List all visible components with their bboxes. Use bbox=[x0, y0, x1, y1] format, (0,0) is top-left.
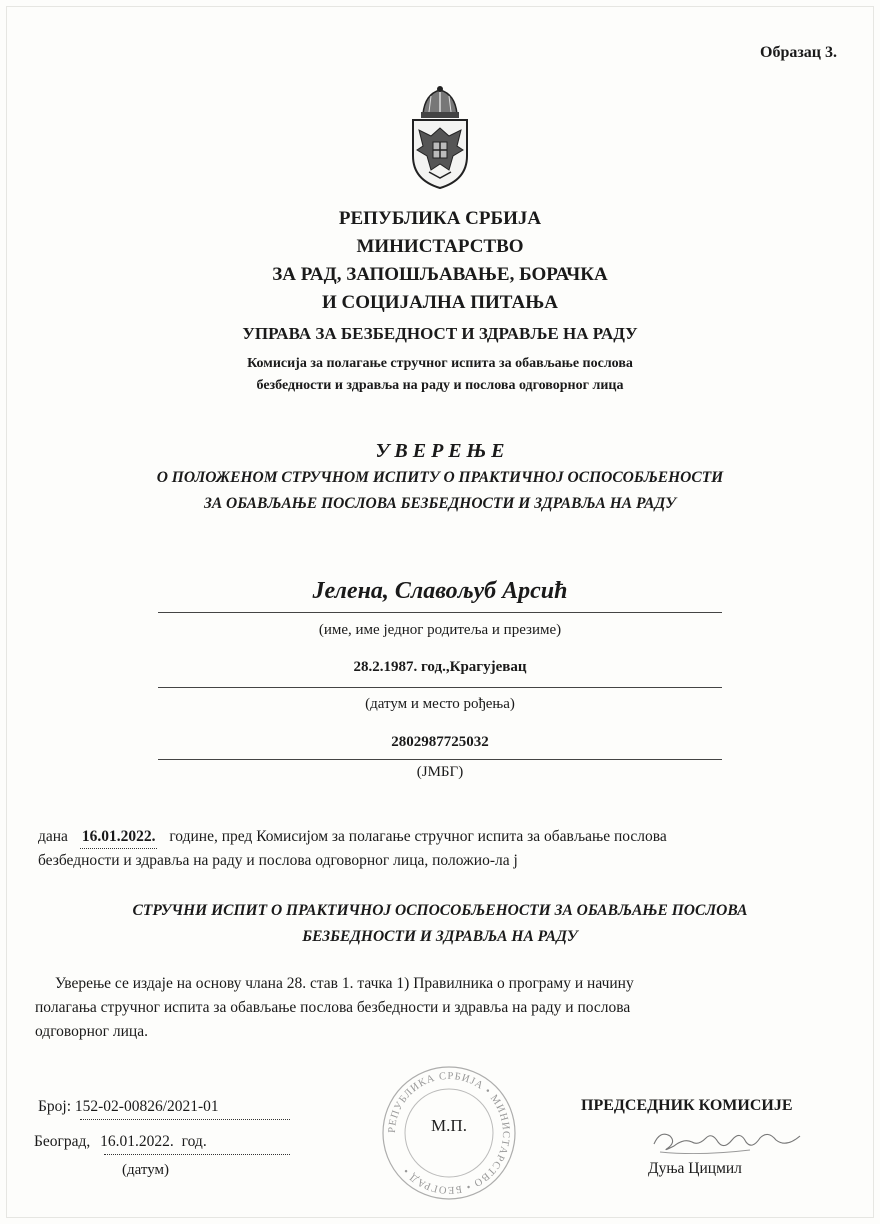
document-subtitle-line1: О ПОЛОЖЕНОМ СТРУЧНОМ ИСПИТУ О ПРАКТИЧНОЈ ОСПОСОБЉЕНОСТИ bbox=[156, 469, 724, 486]
holder-name: Јелена, Славољуб Арсић bbox=[312, 578, 568, 604]
name-underline bbox=[158, 612, 722, 613]
document-subtitle-line2: ЗА ОБАВЉАЊЕ ПОСЛОВА БЕЗБЕДНОСТИ И ЗДРАВЉА НА РАДУ bbox=[203, 495, 677, 512]
issue-year-abbr: год. bbox=[181, 1133, 207, 1150]
stamp-mp-label: М.П. bbox=[431, 1116, 467, 1135]
issue-date: 16.01.2022. bbox=[100, 1133, 174, 1150]
issue-date-underline bbox=[104, 1154, 290, 1155]
header-ministry-line2: ЗА РАД, ЗАПОШЉАВАЊЕ, БОРАЧКА bbox=[272, 264, 608, 285]
commission-president-label: ПРЕДСЕДНИК КОМИСИЈЕ bbox=[581, 1097, 793, 1114]
serbian-coat-of-arms-icon bbox=[405, 84, 475, 190]
exam-statement-line1 bbox=[38, 826, 667, 849]
legal-basis-line2: полагања стручног испита за обављање послова безбедности и здравља на раду и послова bbox=[35, 999, 631, 1016]
issue-place-date bbox=[34, 1133, 207, 1151]
commission-president-name: Дуња Цицмил bbox=[648, 1160, 742, 1177]
birth-caption: (датум и место рођења) bbox=[365, 696, 515, 712]
document-number-label: Број: bbox=[38, 1098, 72, 1115]
legal-basis-line3: одговорног лица. bbox=[35, 1023, 148, 1040]
stamp-ring-text: РЕПУБЛИКА СРБИЈА • МИНИСТАРСТВО • БЕОГРАД • bbox=[386, 1070, 512, 1196]
header-republic: РЕПУБЛИКА СРБИЈА bbox=[338, 208, 542, 229]
exam-statement-rest: године, пред Комисијом за полагање стручног испита за обављање послова bbox=[169, 828, 667, 845]
header-commission-line1: Комисија за полагање стручног испита за обављање послова bbox=[247, 356, 633, 371]
handwritten-signature-icon bbox=[640, 1116, 810, 1162]
form-label: Образац 3. bbox=[760, 44, 837, 61]
document-number bbox=[38, 1098, 219, 1116]
exam-name-line2: БЕЗБЕДНОСТИ И ЗДРАВЉА НА РАДУ bbox=[302, 928, 578, 945]
header-ministry: МИНИСТАРСТВО bbox=[356, 236, 524, 257]
jmbg-underline bbox=[158, 759, 722, 760]
date-caption: (датум) bbox=[122, 1162, 170, 1178]
legal-basis-line1: Уверење се издаје на основу члана 28. став 1. тачка 1) Правилника о програму и начину bbox=[55, 975, 634, 992]
header-commission-line2: безбедности и здравља на раду и послова одговорног лица bbox=[256, 378, 624, 393]
birth-underline bbox=[158, 687, 722, 688]
name-caption: (име, име једног родитеља и презиме) bbox=[318, 622, 562, 638]
exam-statement-line2: безбедности и здравља на раду и послова одговорног лица, положио-ла ј bbox=[38, 852, 518, 869]
birth-date-place: 28.2.1987. год.,Крагујевац bbox=[353, 659, 527, 675]
official-stamp bbox=[378, 1062, 520, 1204]
issue-city: Београд, bbox=[34, 1133, 91, 1150]
header-directorate: УПРАВА ЗА БЕЗБЕДНОСТ И ЗДРАВЉЕ НА РАДУ bbox=[242, 324, 638, 343]
jmbg-caption: (ЈМБГ) bbox=[416, 764, 464, 780]
document-title: У В Е Р Е Њ Е bbox=[375, 440, 505, 462]
date-prefix: дана bbox=[38, 828, 68, 845]
exam-date: 16.01.2022. bbox=[80, 826, 158, 849]
document-number-underline bbox=[80, 1119, 290, 1120]
document-number-value: 152-02-00826/2021-01 bbox=[74, 1098, 219, 1115]
jmbg-value: 2802987725032 bbox=[391, 734, 489, 750]
exam-name-line1: СТРУЧНИ ИСПИТ О ПРАКТИЧНОЈ ОСПОСОБЉЕНОСТИ ЗА ОБАВЉАЊЕ ПОСЛОВА bbox=[132, 902, 748, 919]
header-ministry-line3: И СОЦИЈАЛНА ПИТАЊА bbox=[322, 292, 558, 313]
